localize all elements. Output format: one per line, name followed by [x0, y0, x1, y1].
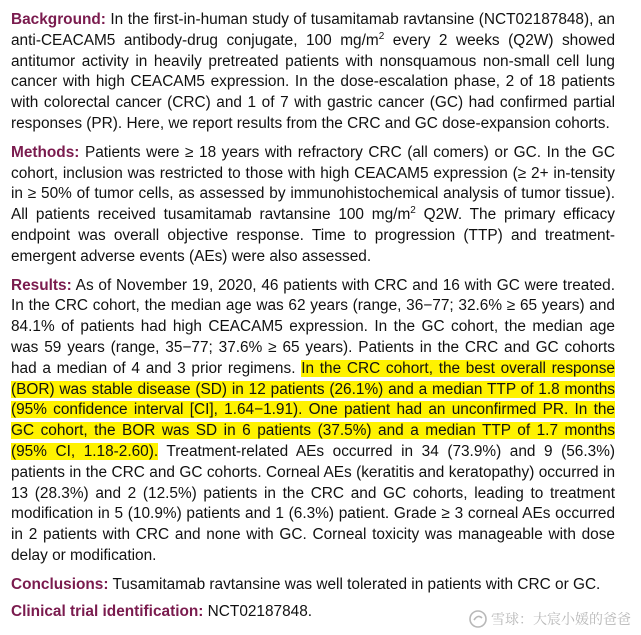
background-superscript: 2 [378, 30, 385, 42]
methods-text-1: Patients were ≥ 18 years with refractory CRC (all comers) or GC. In the GC cohort, inclusion was restricted to those with high CEACAM5 expression (≥ 2+ in-tensity in ≥ 50% of tumor cells, as assessed by immunohistochemical analysis of tumor tissue). All patients received tusamitamab ravtansine 100 mg/m [11, 143, 615, 224]
results-label: Results: [11, 276, 72, 294]
methods-label: Methods: [11, 143, 80, 161]
results-text-2: Treatment-related AEs occurred in 34 (73.9%) and 9 (56.3%) patients in the CRC and GC cohorts. Corneal AEs (keratitis and keratopathy) occurred in 13 (28.3%) and 2 (12.5%) patients in the CRC and GC cohorts, leading to treatment modification in 5 (10.9%) patients and 1 (6.3%) patient. Grade ≥ 3 corneal AEs occurred in 2 patients with CRC and none with GC. Corneal toxicity was manageable with dose delay or modification. [11, 442, 616, 564]
methods-superscript: 2 [410, 205, 416, 217]
results-paragraph [11, 276, 615, 567]
snowball-logo-icon [469, 610, 487, 628]
background-text-1: In the first-in-human study of tusamitamab ravtansine (NCT02187848), an anti-CEACAM5 antibody-drug conjugate, 100 mg/m [11, 11, 615, 49]
background-label: Background: [11, 11, 106, 28]
abstract [11, 10, 615, 628]
methods-text-2: Q2W. The primary efficacy endpoint was overall objective response. Time to progression (TTP) and treatment-emergent adverse events (AEs) were also assessed. [11, 206, 615, 265]
background-paragraph [11, 10, 615, 135]
conclusions-text: Tusamitamab ravtansine was well tolerated in patients with CRC or GC. [108, 575, 601, 593]
results-text-1: As of November 19, 2020, 46 patients with CRC and 16 with GC were treated. In the CRC cohort, the median age was 62 years (range, 36−77; 32.6% ≥ 65 years) and 84.1% of patients had high CEACAM5 expression. In the GC cohort, the median age was 59 years (range, 35−77; 37.6% ≥ 65 years). Patients in the CRC and GC cohorts had a median of 4 and 3 prior regimens. [11, 276, 615, 377]
watermark-text: 雪球：大宸小媛的爸爸 [491, 612, 631, 628]
conclusions-label: Conclusions: [11, 575, 109, 593]
conclusions-paragraph [11, 575, 615, 596]
background-text-2: every 2 weeks (Q2W) showed antitumor activity in heavily pretreated patients with nonsquamous non-small cell lung cancer with high CEACAM5 expression. In the dose-escalation phase, 2 of 18 patients with colorectal cancer (CRC) and 1 of 7 with gastric cancer (GC) had confirmed partial responses (PR). Here, we report results from the CRC and GC dose-expansion cohorts. [11, 31, 616, 132]
trial-id-label: Clinical trial identification: [11, 602, 204, 620]
trial-id-text: NCT02187848. [203, 602, 313, 620]
results-highlighted-text: In the CRC cohort, the best overall response (BOR) was stable disease (SD) in 12 patients (26.1%) and a median TTP of 1.8 months (95% confidence interval [CI], 1.64−1.91). One patient had an unconfirmed PR. In the GC cohort, the BOR was SD in 6 patients (37.5%) and a median TTP of 1.7 months (95% CI, 1.18-2.60). [11, 359, 615, 460]
watermark [469, 609, 631, 629]
methods-paragraph [11, 143, 615, 268]
